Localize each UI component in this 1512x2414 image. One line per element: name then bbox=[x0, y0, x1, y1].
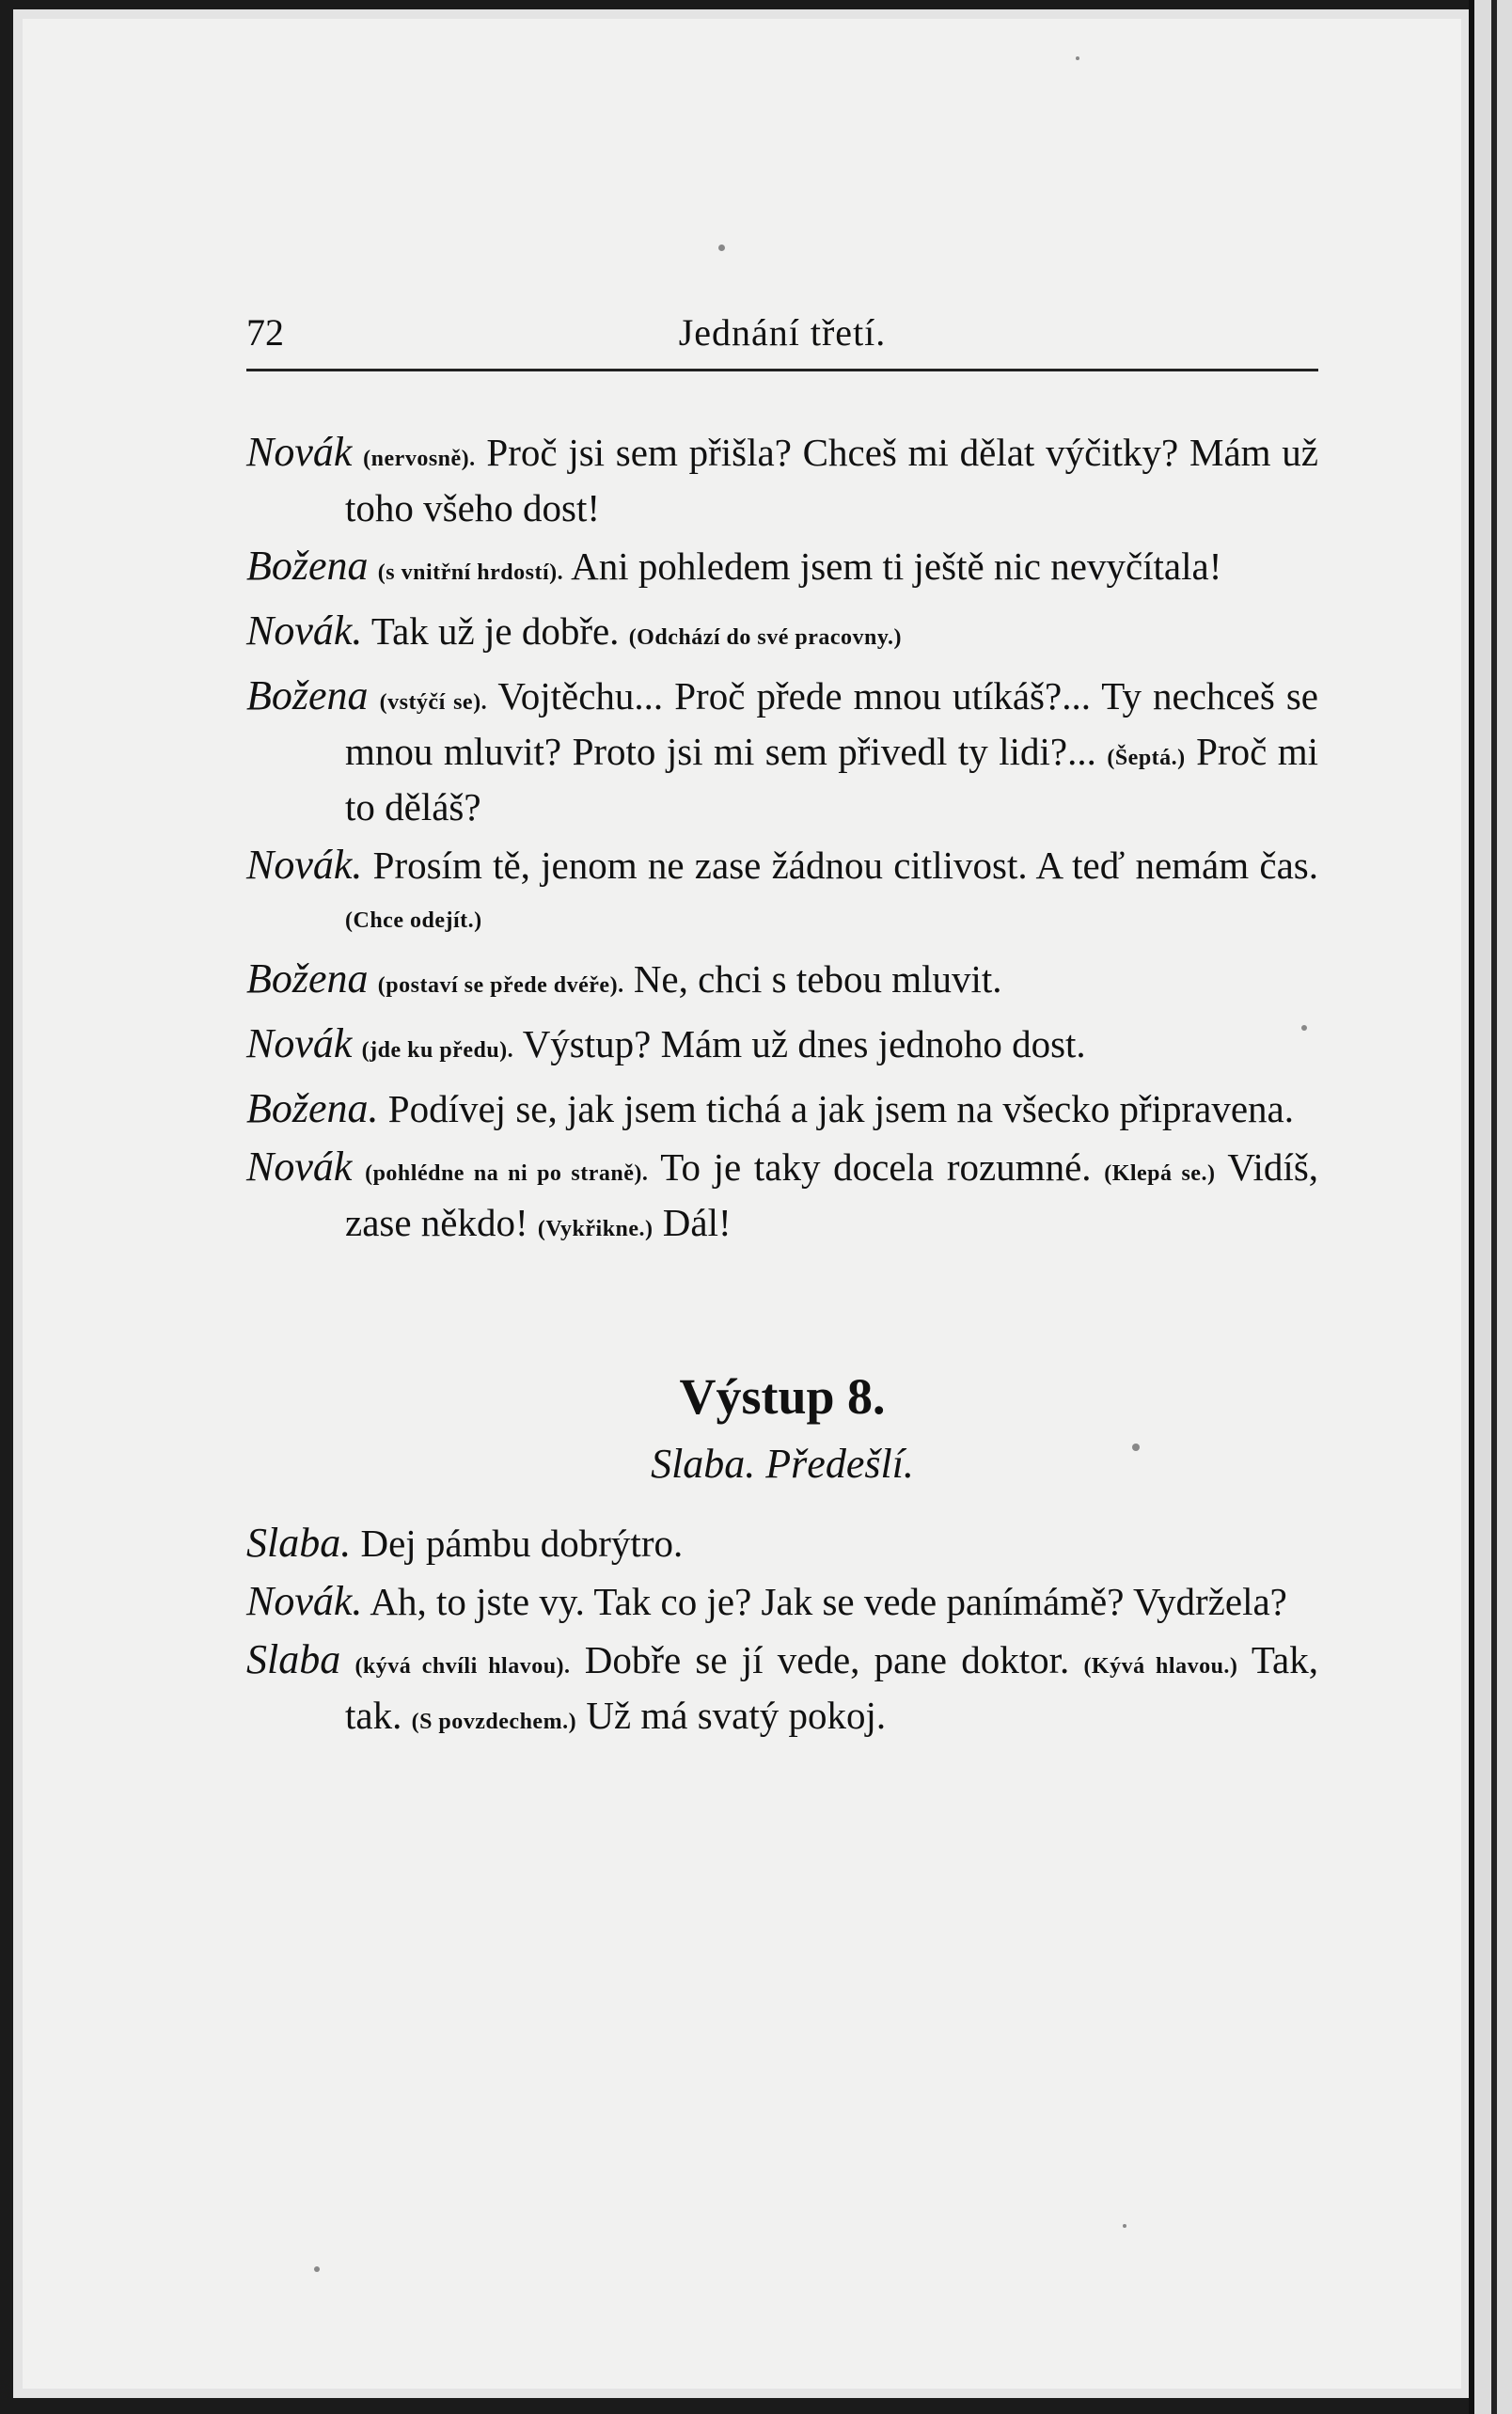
speech-text: Dál! bbox=[653, 1201, 732, 1244]
stage-direction: (Klepá se.) bbox=[1104, 1161, 1216, 1186]
speaker-name: Novák bbox=[246, 1020, 353, 1066]
speech bbox=[246, 671, 1318, 831]
speaker-name: Novák bbox=[246, 1144, 353, 1190]
speech-text: Ani pohledem jsem ti ještě nic nevyčítala! bbox=[563, 544, 1222, 588]
paper-speck bbox=[314, 2266, 320, 2272]
speaker-name: Novák. bbox=[246, 1578, 363, 1624]
page-number: 72 bbox=[246, 311, 284, 354]
speech-text: Proč jsi sem přišla? Chceš mi dělat výčitky? Mám už toho všeho dost! bbox=[345, 431, 1318, 529]
speaker-name: Novák. bbox=[246, 842, 363, 888]
speech bbox=[246, 607, 1318, 662]
speaker-name: Novák bbox=[246, 429, 353, 475]
paper-speck bbox=[718, 245, 725, 251]
speech bbox=[246, 841, 1318, 945]
speech bbox=[246, 428, 1318, 532]
speaker-name: Božena. bbox=[246, 1085, 379, 1131]
stage-direction: (kývá chvíli hlavou). bbox=[354, 1654, 571, 1679]
paper-speck bbox=[1076, 56, 1079, 60]
stage-direction: (Odchází do své pracovny.) bbox=[628, 625, 903, 650]
speaker-name: Božena bbox=[246, 672, 369, 718]
page-body bbox=[246, 428, 1318, 1756]
stage-direction: (jde ku předu). bbox=[361, 1038, 514, 1063]
speaker-name: Božena bbox=[246, 955, 369, 1002]
speech-text: To je taky docela rozumné. bbox=[648, 1145, 1105, 1189]
stage-direction: (Kývá hlavou.) bbox=[1083, 1654, 1238, 1679]
speaker-name: Slaba. bbox=[246, 1520, 352, 1566]
stage-direction: (nervosně). bbox=[363, 447, 476, 471]
speech-text: Tak, tak. bbox=[345, 1638, 1318, 1737]
speech-text: Dej pámbu dobrýtro. bbox=[351, 1522, 684, 1565]
stage-direction: (Chce odejít.) bbox=[345, 908, 482, 933]
scene-heading: Výstup 8. bbox=[679, 1368, 886, 1425]
stage-direction: (pohlédne na ni po straně). bbox=[365, 1161, 649, 1186]
speech bbox=[246, 1635, 1318, 1746]
speech-text: Ne, chci s tebou mluvit. bbox=[623, 957, 1002, 1001]
book-edge bbox=[1469, 0, 1512, 2414]
stage-direction: (Vykřikne.) bbox=[537, 1217, 654, 1241]
speech-text: Vojtěchu... Proč přede mnou utíkáš?... Ty nechceš se mnou mluvit? Proto jsi mi sem přivedl ty lidi?... bbox=[345, 674, 1319, 773]
stage-direction: (Šeptá.) bbox=[1107, 746, 1186, 770]
speech bbox=[246, 1519, 1318, 1568]
speech bbox=[246, 955, 1318, 1010]
speech-text: Ah, to jste vy. Tak co je? Jak se vede panímámě? Vydržela? bbox=[362, 1580, 1287, 1623]
speech bbox=[246, 1143, 1318, 1254]
stage-direction: (s vnitřní hrdostí). bbox=[377, 560, 564, 585]
stage-direction: (S povzdechem.) bbox=[411, 1710, 577, 1734]
header-rule bbox=[246, 369, 1318, 371]
speech-text: Dobře se jí vede, pane doktor. bbox=[570, 1638, 1084, 1681]
speech bbox=[246, 1084, 1318, 1133]
speech bbox=[246, 1577, 1318, 1626]
page-header bbox=[246, 310, 1318, 367]
paper-speck bbox=[1123, 2224, 1126, 2228]
speech-text: Výstup? Mám už dnes jednoho dost. bbox=[513, 1022, 1086, 1065]
speech-text: Podívej se, jak jsem tichá a jak jsem na všecko připravena. bbox=[378, 1087, 1294, 1130]
speaker-name: Novák. bbox=[246, 607, 363, 654]
scene-characters: Slaba. Předešlí. bbox=[651, 1441, 914, 1487]
speech-text: Vidíš, zase někdo! bbox=[345, 1145, 1319, 1244]
speaker-name: Slaba bbox=[246, 1636, 341, 1682]
speech-text: Už má svatý pokoj. bbox=[576, 1694, 887, 1737]
speech bbox=[246, 1019, 1318, 1075]
speaker-name: Božena bbox=[246, 543, 369, 589]
speech bbox=[246, 542, 1318, 597]
speech-text: Prosím tě, jenom ne zase žádnou citlivost. A teď nemám čas. bbox=[362, 844, 1318, 887]
stage-direction: (postaví se přede dvéře). bbox=[377, 973, 624, 998]
running-title: Jednání třetí. bbox=[678, 311, 887, 354]
speech-text: Proč mi to děláš? bbox=[345, 730, 1319, 828]
stage-direction: (vstýčí se). bbox=[379, 690, 488, 715]
speech-text: Tak už je dobře. bbox=[362, 609, 629, 653]
